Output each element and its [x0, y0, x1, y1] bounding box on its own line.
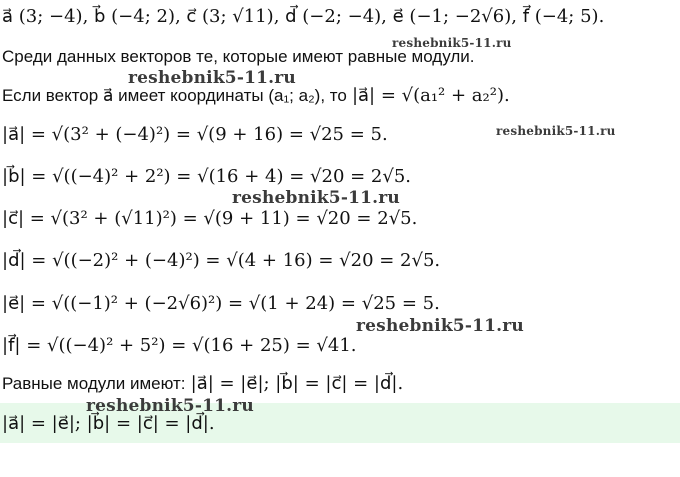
calc-f: |f⃗| = √((−4)² + 5²) = √(16 + 25) = √41.: [2, 335, 357, 356]
watermark: reshebnik5-11.ru: [392, 36, 512, 50]
task-statement: Среди данных векторов те, которые имеют равные модули.: [2, 47, 475, 66]
calc-d: |d⃗| = √((−2)² + (−4)²) = √(4 + 16) = √20 = 2√5.: [2, 250, 441, 271]
watermark: reshebnik5-11.ru: [356, 316, 524, 336]
watermark: reshebnik5-11.ru: [86, 396, 254, 416]
equal-text: Равные модули имеют:: [2, 374, 186, 393]
watermark: reshebnik5-11.ru: [496, 124, 616, 138]
equal-line: [2, 373, 403, 394]
calc-a: |a⃗| = √(3² + (−4)²) = √(9 + 16) = √25 = 5.: [2, 124, 388, 145]
equal-formula: |a⃗| = |e⃗|; |b⃗| = |c⃗| = |d⃗|.: [190, 373, 404, 394]
calc-b: |b⃗| = √((−4)² + 2²) = √(16 + 4) = √20 = 2√5.: [2, 166, 412, 187]
rule-line: [2, 85, 510, 106]
watermark: reshebnik5-11.ru: [232, 188, 400, 208]
calc-e: |e⃗| = √((−1)² + (−2√6)²) = √(1 + 24) = √25 = 5.: [2, 293, 440, 314]
rule-text: Если вектор a⃗ имеет координаты (a₁; a₂), то: [2, 86, 347, 105]
answer-formula: |a⃗| = |e⃗|; |b⃗| = |c⃗| = |d⃗|.: [2, 413, 215, 434]
rule-formula: |a⃗| = √(a₁² + a₂²).: [351, 85, 510, 106]
watermark: reshebnik5-11.ru: [128, 68, 296, 88]
calc-c: |c⃗| = √(3² + (√11)²) = √(9 + 11) = √20 = 2√5.: [2, 208, 418, 229]
vectors-line: a⃗ (3; −4), b⃗ (−4; 2), c⃗ (3; √11), d⃗ (−2; −4), e⃗ (−1; −2√6), f⃗ (−4; 5).: [2, 6, 605, 27]
